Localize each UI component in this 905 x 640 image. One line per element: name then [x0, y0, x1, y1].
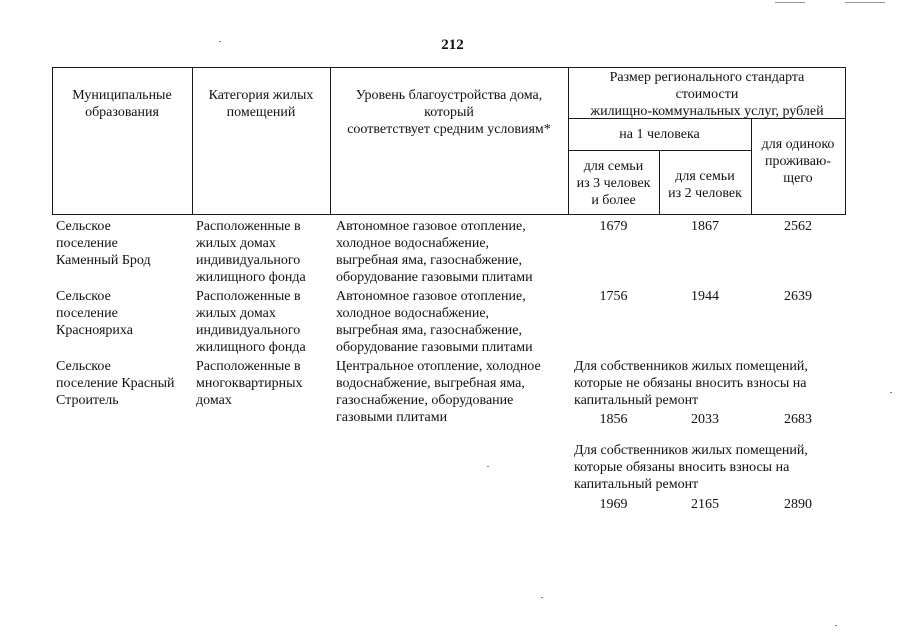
value-family-2: 2165: [691, 497, 719, 512]
value-family-3: 1679: [599, 219, 628, 234]
scan-speck: [541, 597, 543, 598]
value-family-3: 1756: [599, 289, 628, 304]
value-family-2: 1944: [691, 289, 719, 304]
scan-speck: [487, 466, 489, 467]
value-family-3: 1969: [599, 497, 628, 512]
header-per-person: на 1 человека: [619, 127, 700, 142]
page-number: 212: [441, 37, 464, 53]
value-family-3: 1856: [599, 412, 628, 427]
value-family-2: 1867: [691, 219, 719, 234]
value-single: 2562: [784, 219, 812, 234]
scan-speck: [890, 392, 892, 393]
scan-speck: [219, 41, 221, 42]
scan-edge-mark: [845, 2, 885, 3]
value-single: 2639: [784, 289, 812, 304]
value-single: 2683: [784, 412, 812, 427]
value-family-2: 2033: [691, 412, 719, 427]
scan-speck: [835, 625, 837, 626]
value-single: 2890: [784, 497, 812, 512]
scan-edge-mark: [775, 2, 805, 3]
